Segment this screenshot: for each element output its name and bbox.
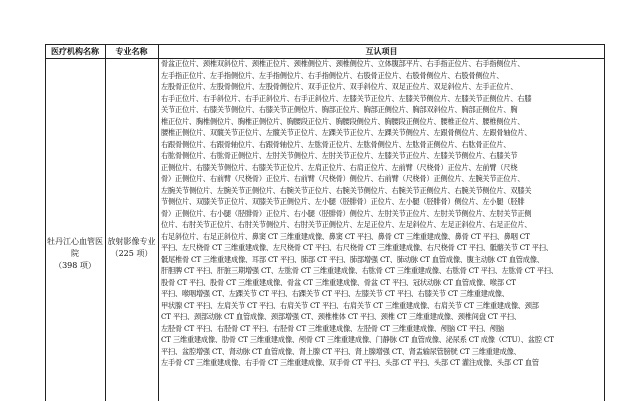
table-divider-2	[158, 44, 159, 401]
major-count: （225 项）	[110, 249, 153, 258]
items-line: 左腕关节侧位片、左腕关节正侧位片、右腕关节正位片、右腕关节侧位片、右腕关节正侧位片、右腕关节侧位片、双膝关	[161, 185, 532, 195]
institution-count: （398 项）	[54, 261, 96, 270]
items-line: 右跟骨侧位片、右跟骨轴位片、右跟骨轴位片、左肱骨正位片、左肱骨侧位片、左肱骨正侧位片、右肱骨正位片、	[161, 139, 511, 149]
items-line: 骨）正侧位片、右前臂（尺桡骨）正位片、右前臂（尺桡骨）侧位片、右前臂（尺桡骨）正侧位片、左腕关节正位片、	[161, 174, 525, 183]
items-line: 甲状腺 CT 平扫、左肩关节 CT 平扫、右肩关节 CT 平扫、右肩关节 CT 三维重建成像、右肩关节 CT 三维重建成像、颈部	[161, 300, 539, 310]
header-items: 互认项目	[365, 47, 398, 56]
major-cell	[105, 236, 158, 260]
items-line: 左胫骨 CT 平扫、右胫骨 CT 平扫、右胫骨 CT 三维重建成像、左胫骨 CT 三维重建成像、颅脑 CT 平扫、颅脑	[161, 323, 504, 333]
table-border-right	[604, 44, 605, 401]
items-line: 平扫、盆腔增强 CT、肾动脉 CT 血管成像、肾上腺 CT 平扫、肾上腺增强 CT、肾盂输尿管膀胱 CT 三维重建成像、	[161, 346, 521, 356]
items-cell	[161, 58, 603, 369]
table-divider-1	[105, 44, 106, 401]
items-line: 股骨 CT 平扫、股骨 CT 三维重建成像、骨盆 CT 三维重建成像、骨盆 CT 平扫、冠状动脉 CT 血管成像、喉部 CT	[161, 277, 516, 287]
items-line: 骨盆正位片、颈椎双斜位片、颈椎正位片、颈椎侧位片、颈椎侧位片、立体腹部平片、右手指正位片、右手指侧位片、	[161, 59, 525, 68]
table-border-left	[45, 44, 46, 401]
header-institution: 医疗机构名称	[51, 47, 99, 56]
items-line: 位片、右肘关节正位片、右肘关节侧位片、右肘关节正侧位片、左足正位片、左足斜位片、左足正斜位片、右足正位片、	[161, 220, 532, 229]
items-line: 右手正位片、右手斜位片、右手正斜位片、右手正斜位片、左膝关节正位片、左膝关节侧位片、左膝关节正侧位片、右膝	[161, 93, 532, 103]
items-line: CT 平扫、颈部动脉 CT 血管成像、颈部增强 CT、颈椎椎体 CT 平扫、颈椎 CT 三维重建成像、颈椎间盘 CT 平扫、	[161, 312, 521, 321]
institution-name: 牡丹江心血管医院	[47, 237, 103, 258]
items-line: 骶尾椎骨 CT 三维重建成像、耳部 CT 平扫、肺部 CT 平扫、肺部增强 CT、肺动脉 CT 血管成像、腹主动脉 CT 血管成像、	[161, 254, 544, 264]
items-line: 关节正位片、右膝关节侧位片、右膝关节正侧位片、胸部正位片、胸部正侧位片、胸部双斜位片、胸部正侧位片、胸	[161, 105, 518, 114]
mutual-recognition-table	[12, 0, 605, 401]
items-line: 椎正位片、胸椎侧位片、胸椎正侧位片、胸腰段正位片、胸腰段侧位片、胸腰段正侧位片、腰椎正位片、腰椎侧位片、	[161, 116, 525, 126]
institution-cell	[45, 236, 105, 272]
items-line: CT 三维重建成像、肋骨 CT 三维重建成像、颅骨 CT 三维重建成像、门静脉 CT 血管成像、泌尿系 CT 成像（CTU）、盆腔 CT	[161, 335, 554, 344]
items-line: 平扫、喉咽增强 CT、左踝关节 CT 平扫、右踝关节 CT 平扫、左膝关节 CT 平扫、右膝关节 CT 三维重建成像、	[161, 289, 509, 298]
items-line: 右足斜位片、右足正斜位片、鼻窦 CT 三维重建成像、鼻窦 CT 平扫、鼻骨 CT 三维重建成像、鼻骨 CT 平扫、鼻咽 CT	[161, 231, 530, 241]
items-line: 腰椎正侧位片、双髋关节正位片、左髋关节正位片、左踝关节正位片、左踝关节侧位片、左跟骨侧位片、左跟骨轴位片、	[161, 128, 532, 137]
table-header-row	[45, 44, 605, 59]
items-line: 平扫、左尺桡骨 CT 三维重建成像、左尺桡骨 CT 平扫、右尺桡骨 CT 三维重建成像、右尺桡骨 CT 平扫、骶髂关节 CT 平扫、	[161, 243, 553, 252]
major-name: 放射影像专业	[107, 237, 156, 246]
items-line: 肝胆脾 CT 平扫、肝脏三期增强 CT、左肱骨 CT 三维重建成像、右肱骨 CT 三维重建成像、右肱骨 CT 平扫、左肱骨 CT 平扫、	[161, 266, 558, 275]
items-line: 左手指正位片、左手指侧位片、左手指侧位片、右手指侧位片、右股骨正位片、右股骨侧位片、右股骨侧位片、	[161, 70, 504, 80]
items-line: 右肱骨侧位片、右肱骨正侧位片、左肘关节侧位片、左肘关节正位片、左膝关节正位片、左膝关节侧位片、右膝关节	[161, 151, 518, 160]
header-major: 专业名称	[115, 47, 148, 56]
items-line: 左手骨 CT 三维重建成像、右手骨 CT 三维重建成像、双手骨 CT 平扫、头部 CT 平扫、头部 CT 灌注成像、头部 CT 血管	[161, 358, 539, 367]
items-line: 骨）正侧位片、右小腿（胫腓骨）正位片、右小腿（胫腓骨）侧位片、左肘关节正位片、左肘关节侧位片、左肘关节正侧	[161, 208, 532, 218]
items-line: 节侧位片、双膝关节正位片、双膝关节正侧位片、左小腿（胫腓骨）正位片、左小腿（胫腓骨）侧位片、左小腿（胫腓	[161, 197, 525, 206]
items-line: 左股骨正位片、左股骨侧位片、左股骨侧位片、双手正位片、双手斜位片、双足正位片、双足斜位片、左手正位片、	[161, 82, 518, 91]
items-line: 正侧位片、右膝关节侧位片、右膝关节正位片、左肩正位片、右肩正位片、左前臂（尺桡骨）正位片、左前臂（尺桡	[161, 162, 518, 172]
